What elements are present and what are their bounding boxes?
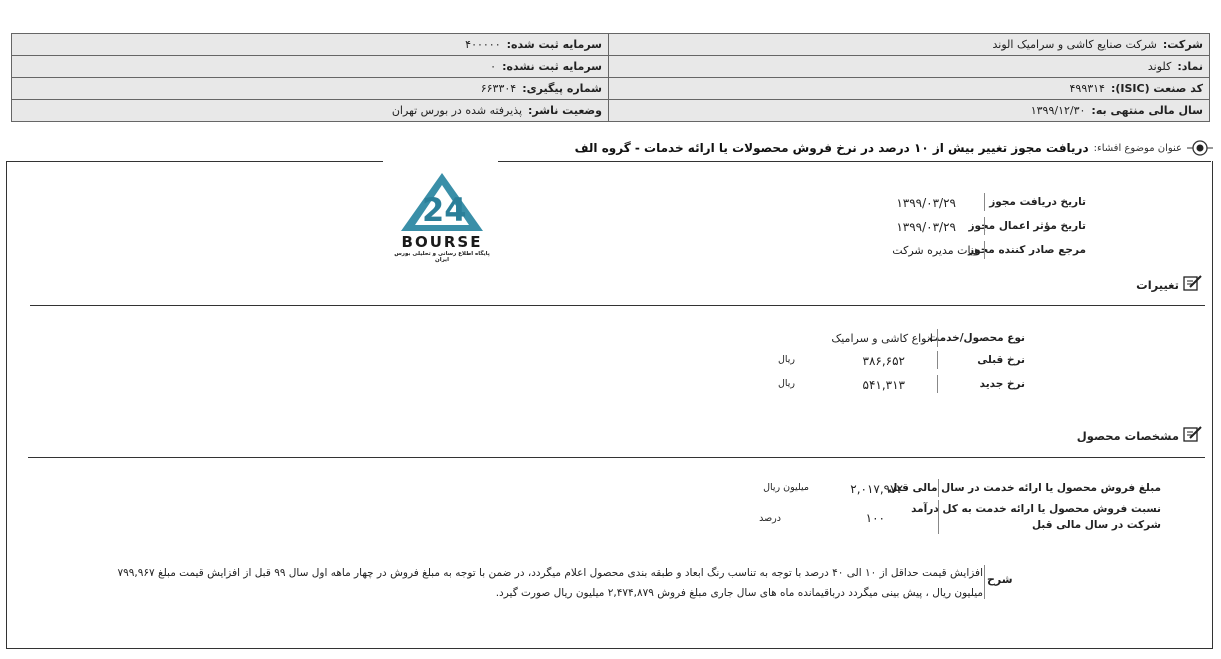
fiscal-cell: سال مالی منتهی به:۱۳۹۹/۱۲/۳۰	[609, 100, 1210, 122]
ratio-row: نسبت فروش محصول یا ارائه خدمت به کل درآمد شرکت در سال مالی قبل ۱۰۰ درصد	[751, 503, 1161, 535]
bourse-logo: 24 BOURSE پایگاه اطلاع رسانی و تحلیلی بورس ایران	[387, 171, 497, 263]
target-icon	[1187, 139, 1213, 157]
subject-row	[513, 136, 1213, 160]
subject-title: دریافت مجوز تغییر بیش از ۱۰ درصد در نرخ فروش محصولات یا ارائه خدمات - گروه الف	[574, 141, 1089, 155]
publisher-cell: وضعیت ناشر:پذیرفته شده در بورس تهران	[12, 100, 609, 122]
permit-effective-row: تاریخ مؤثر اعمال مجوز ۱۳۹۹/۰۳/۲۹	[746, 220, 1086, 236]
changes-divider	[30, 305, 1205, 306]
symbol-cell: نماد:کلوند	[609, 56, 1210, 78]
frame-top-right	[498, 161, 1211, 162]
reg-capital-cell: سرمایه ثبت شده:۴۰۰۰۰۰	[12, 34, 609, 56]
company-cell: شرکت:شرکت صنایع کاشی و سرامیک الوند	[609, 34, 1210, 56]
permit-receive-row: تاریخ دریافت مجوز ۱۳۹۹/۰۳/۲۹	[746, 196, 1086, 212]
unreg-capital-cell: سرمایه ثبت نشده:۰	[12, 56, 609, 78]
frame-top-left	[6, 161, 383, 162]
subject-meta: عنوان موضوع افشاء:	[1093, 142, 1182, 154]
changes-heading: تغییرات	[1136, 274, 1203, 295]
svg-text:24: 24	[422, 191, 467, 229]
sales-row: مبلغ فروش محصول یا ارائه خدمت در سال مالی قبل ۲,۰۱۷,۹۷۲ میلیون ریال	[751, 482, 1161, 498]
edit-icon	[1183, 274, 1203, 295]
isic-cell: کد صنعت (ISIC):۴۹۹۳۱۴	[609, 78, 1210, 100]
permit-issuer-row: مرجع صادر کننده مجوز هیات مدیره شرکت	[746, 244, 1086, 260]
prev-rate-row: نرخ قبلی ۳۸۶,۶۵۲ ریال	[765, 354, 1025, 370]
new-rate-row: نرخ جدید ۵۴۱,۳۱۳ ریال	[765, 378, 1025, 394]
description-text: افزایش قیمت حداقل از ۱۰ الی ۴۰ درصد با توجه به تناسب رنگ ابعاد و طبقه بندی محصول اعلام میگردد، در ضمن با توجه به مبلغ فروش در چهار ماهه اول سال ۹۹ قبل از افزایش قیمت مبلغ ۷۹۹,۹۶۷ میلیون ریال ، پیش بینی میگردد درباقیمانده ماه های سال جاری مبلغ فروش ۲,۴۷۴,۸۷۹ میلیون ریال صورت گیرد.	[117, 567, 983, 599]
description-label: شرح	[987, 573, 1013, 586]
logo-mark-icon	[387, 171, 497, 235]
tracking-cell: شماره پیگیری:۶۶۳۳۰۴	[12, 78, 609, 100]
specs-divider	[28, 457, 1205, 458]
company-info-table	[11, 33, 1210, 122]
product-type-row: نوع محصول/خدمت انواع کاشی و سرامیک	[825, 332, 1025, 348]
specs-heading: مشخصات محصول	[1077, 425, 1203, 446]
edit-icon	[1183, 425, 1203, 446]
